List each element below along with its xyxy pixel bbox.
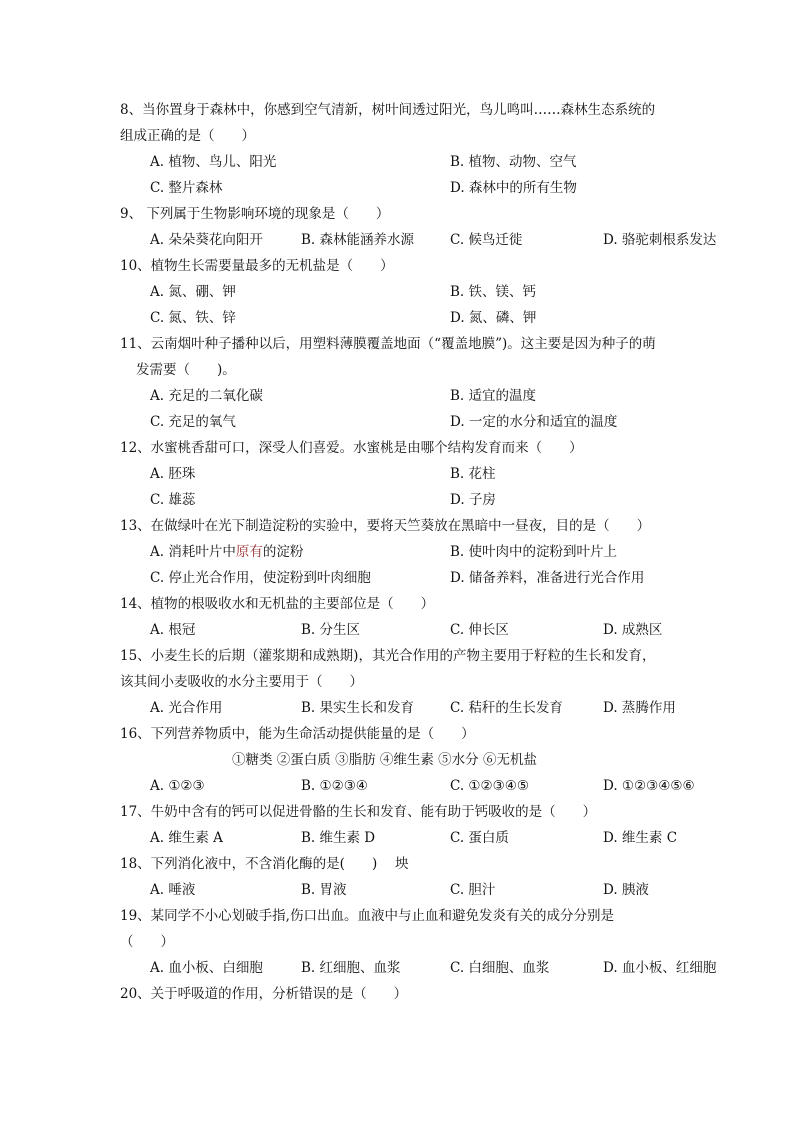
question-18-option-c[interactable]: C. 胆汁 (450, 882, 496, 898)
question-16-option-d[interactable]: D. ①②③④⑤⑥ (603, 778, 695, 794)
question-10-option-a[interactable]: A. 氮、硼、钾 (150, 284, 236, 300)
question-13-stem: 13、在做绿叶在光下制造淀粉的实验中，要将天竺葵放在黑暗中一昼夜，目的是（ ） (120, 518, 651, 534)
question-18-option-a[interactable]: A. 唾液 (150, 882, 196, 898)
question-16-option-a[interactable]: A. ①②③ (150, 778, 205, 794)
question-8-option-b[interactable]: B. 植物、动物、空气 (450, 154, 577, 170)
question-13-option-a-start: A. 消耗叶片中 (150, 544, 236, 560)
question-17-option-b[interactable]: B. 维生素 D (301, 830, 376, 846)
question-8-option-c[interactable]: C. 整片森林 (150, 180, 223, 196)
question-15-stem: 15、小麦生长的后期（灌浆期和成熟期)，其光合作用的产物主要用于籽粒的生长和发育， (120, 648, 656, 664)
question-17-stem: 17、牛奶中含有的钙可以促进骨骼的生长和发育、能有助于钙吸收的是（ ） (120, 804, 597, 820)
question-11-stem: 11、云南烟叶种子播种以后，用塑料薄膜覆盖地面（“覆盖地膜”)。这主要是因为种子的萌 (120, 336, 656, 352)
question-15-option-d[interactable]: D. 蒸腾作用 (603, 700, 676, 716)
question-14-option-d[interactable]: D. 成熟区 (603, 622, 663, 638)
question-11-option-a[interactable]: A. 充足的二氧化碳 (150, 388, 263, 404)
question-12-option-b[interactable]: B. 花柱 (450, 466, 496, 482)
question-10-stem: 10、植物生长需要量最多的无机盐是（ ） (120, 258, 394, 274)
question-9-option-b[interactable]: B. 森林能涵养水源 (301, 232, 415, 248)
question-15-option-a[interactable]: A. 光合作用 (150, 700, 223, 716)
question-8-option-a[interactable]: A. 植物、鸟儿、阳光 (150, 154, 277, 170)
question-9-option-c[interactable]: C. 候鸟迁徙 (450, 232, 523, 248)
question-19-option-c[interactable]: C. 白细胞、血浆 (450, 960, 550, 976)
question-17-option-d[interactable]: D. 维生素 C (603, 830, 678, 846)
question-16-stem: 16、下列营养物质中，能为生命活动提供能量的是（ ） (120, 726, 475, 742)
question-12-option-d[interactable]: D. 子房 (450, 492, 496, 508)
question-9-option-d[interactable]: D. 骆驼刺根系发达 (603, 232, 717, 248)
question-13-option-a-highlight: 原有 (235, 544, 263, 560)
question-8-stem-continued: 组成正确的是（ ） (120, 128, 255, 144)
question-12-stem: 12、水蜜桃香甜可口，深受人们喜爱。水蜜桃是由哪个结构发育而来（ ） (120, 440, 583, 456)
question-16-items: ①糖类 ②蛋白质 ③脂肪 ④维生素 ⑤水分 ⑥无机盐 (232, 752, 537, 768)
question-12-option-a[interactable]: A. 胚珠 (150, 466, 196, 482)
question-10-option-d[interactable]: D. 氮、磷、钾 (450, 310, 537, 326)
question-11-option-c[interactable]: C. 充足的氧气 (150, 414, 236, 430)
question-19-option-b[interactable]: B. 红细胞、血浆 (301, 960, 401, 976)
question-12-option-c[interactable]: C. 雄蕊 (150, 492, 196, 508)
question-10-option-b[interactable]: B. 铁、镁、钙 (450, 284, 537, 300)
question-18-stem: 18、下列消化液中，不含消化酶的是( ) 坱 (120, 856, 409, 872)
question-13-option-d[interactable]: D. 储备养料，准备进行光合作用 (450, 570, 645, 586)
question-13-option-a-end: 的淀粉 (262, 544, 304, 560)
question-15-stem-continued: 该其间小麦吸收的水分主要用于（ ） (120, 674, 363, 690)
question-19-stem-continued: （ ） (120, 934, 174, 950)
question-11-option-d[interactable]: D. 一定的水分和适宜的温度 (450, 414, 618, 430)
question-15-option-b[interactable]: B. 果实生长和发育 (301, 700, 415, 716)
question-13-option-a[interactable] (150, 542, 303, 562)
question-19-option-d[interactable]: D. 血小板、红细胞 (603, 960, 717, 976)
question-8-option-d[interactable]: D. 森林中的所有生物 (450, 180, 577, 196)
question-11-stem-continued: 发需要（ )。 (136, 362, 236, 378)
question-16-option-c[interactable]: C. ①②③④⑤ (450, 778, 529, 794)
question-9-stem: 9、 下列属于生物影响环境的现象是（ ） (120, 206, 390, 222)
question-8-stem: 8、当你置身于森林中，你感到空气清新，树叶间透过阳光，鸟儿鸣叫……森林生态系统的 (120, 102, 656, 118)
question-18-option-d[interactable]: D. 胰液 (603, 882, 649, 898)
question-17-option-a[interactable]: A. 维生素 A (150, 830, 223, 846)
question-10-option-c[interactable]: C. 氮、铁、锌 (150, 310, 236, 326)
question-9-option-a[interactable]: A. 朵朵葵花向阳开 (150, 232, 263, 248)
question-20-stem: 20、关于呼吸道的作用，分析错误的是（ ） (120, 986, 408, 1002)
question-14-option-c[interactable]: C. 伸长区 (450, 622, 509, 638)
question-13-option-b[interactable]: B. 使叶肉中的淀粉到叶片上 (450, 544, 618, 560)
question-11-option-b[interactable]: B. 适宜的温度 (450, 388, 537, 404)
question-14-option-b[interactable]: B. 分生区 (301, 622, 361, 638)
question-19-option-a[interactable]: A. 血小板、白细胞 (150, 960, 263, 976)
question-17-option-c[interactable]: C. 蛋白质 (450, 830, 509, 846)
question-18-option-b[interactable]: B. 胃液 (301, 882, 347, 898)
question-15-option-c[interactable]: C. 秸秆的生长发育 (450, 700, 563, 716)
question-14-stem: 14、植物的根吸收水和无机盐的主要部位是（ ） (120, 596, 435, 612)
question-16-option-b[interactable]: B. ①②③④ (301, 778, 368, 794)
question-13-option-c[interactable]: C. 停止光合作用，使淀粉到叶肉细胞 (150, 570, 371, 586)
question-14-option-a[interactable]: A. 根冠 (150, 622, 196, 638)
question-19-stem: 19、某同学不小心划破手指,伤口出血。血液中与止血和避免发炎有关的成分分别是 (120, 908, 614, 924)
